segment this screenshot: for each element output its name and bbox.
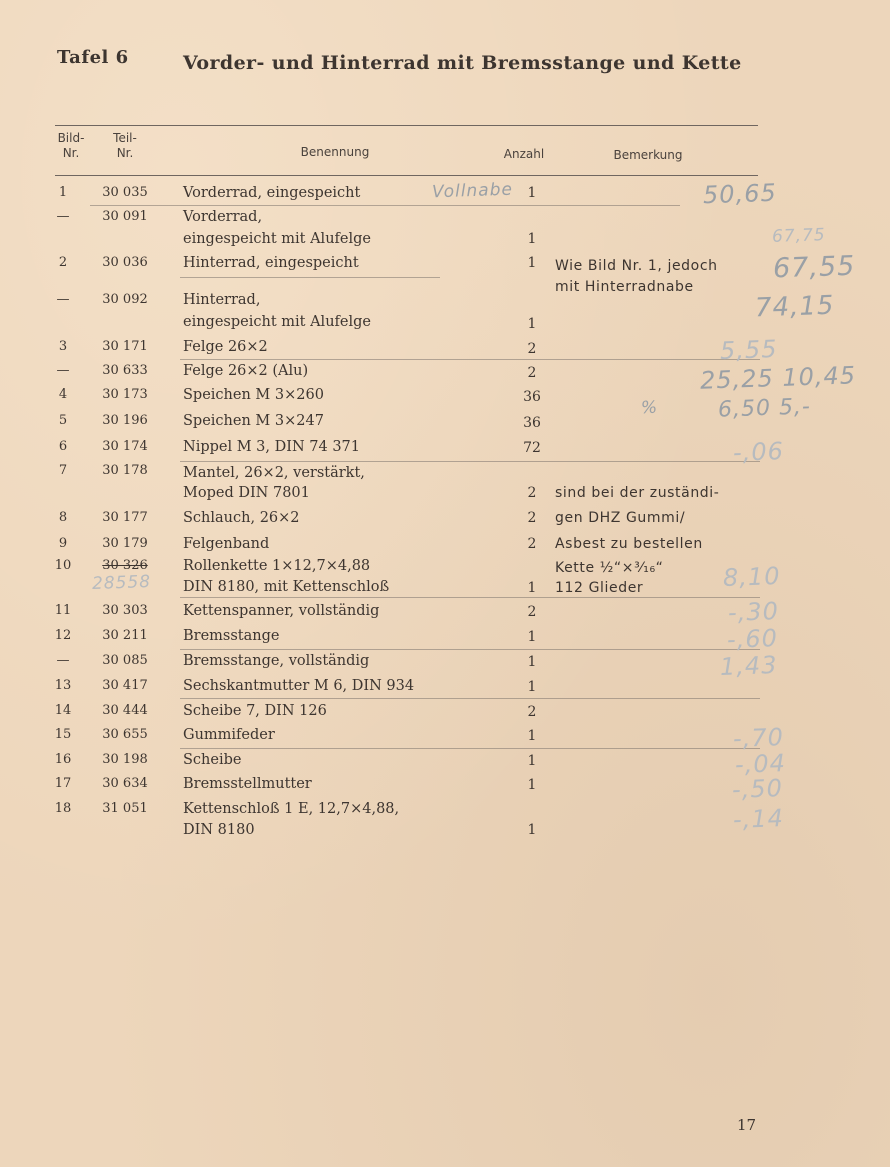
bemerkung: Asbest zu bestellen [555,536,703,552]
teil-nr: 30 634 [102,776,148,791]
page-title: Vorder- und Hinterrad mit Bremsstange und Kette [183,52,742,74]
anzahl: 1 [527,822,537,838]
benennung: Scheibe [183,752,242,768]
teil-nr: 30 196 [102,413,148,428]
header-rule-top [55,125,758,126]
handwritten-price: -,50 [731,774,784,804]
bemerkung-line2: mit Hinterradnabe [555,279,694,295]
bild-nr: — [56,363,70,378]
bild-nr: 15 [54,727,72,742]
benennung: Bremsstellmutter [183,776,312,792]
benennung: Rollenkette 1×12,7×4,88 [183,558,371,574]
anzahl: 1 [527,231,537,247]
benennung-line2: DIN 8180, mit Kettenschloß [183,579,390,595]
teil-nr: 30 174 [102,439,148,454]
row-separator [180,748,760,749]
teil-nr: 30 417 [102,678,148,693]
anzahl: 1 [527,753,537,769]
teil-nr: 30 211 [102,628,148,643]
benennung: Scheibe 7, DIN 126 [183,703,327,719]
column-header-teil: Teil- Nr. [113,131,137,160]
handwritten-price: 67,55 [772,250,856,285]
teil-nr: 30 326 [102,558,148,573]
anzahl: 1 [527,185,537,201]
handwritten-percent: % [640,397,659,419]
benennung: Sechskantmutter M 6, DIN 934 [183,678,415,694]
bild-nr: 18 [54,801,72,816]
benennung: Bremsstange, vollständig [183,653,370,669]
bild-nr: 4 [58,387,68,402]
benennung-line2: eingespeicht mit Alufelge [183,314,371,330]
teil-nr: 31 051 [102,801,148,816]
anzahl: 1 [527,777,537,793]
anzahl: 2 [527,510,537,526]
handwritten-price: -,14 [732,804,785,834]
benennung: Schlauch, 26×2 [183,510,300,526]
benennung: Nippel M 3, DIN 74 371 [183,439,361,455]
anzahl: 2 [527,704,537,720]
benennung: Speichen M 3×247 [183,413,324,429]
benennung: Kettenspanner, vollständig [183,603,380,619]
bild-nr: 9 [58,536,68,551]
bild-nr: 11 [54,603,72,618]
header-rule-bottom [55,175,758,176]
teil-nr: 30 092 [102,292,148,307]
teil-nr: 30 091 [102,209,148,224]
anzahl: 2 [527,485,537,501]
teil-nr: 30 036 [102,255,148,270]
bild-nr: 8 [58,510,68,525]
anzahl: 1 [527,580,537,596]
bild-nr: 14 [54,703,72,718]
bild-nr: 1 [58,185,68,200]
benennung: Kettenschloß 1 E, 12,7×4,88, [183,801,400,817]
handwritten-price: -,70 [732,723,785,753]
bild-nr: — [56,653,70,668]
teil-nr: 30 655 [102,727,148,742]
teil-nr: 30 177 [102,510,148,525]
benennung: Gummifeder [183,727,275,743]
handwritten-vollnabe: Vollnabe [431,179,514,203]
handwritten-price: 6,50 5,- [717,394,812,423]
handwritten-price: 1,43 [719,651,778,681]
handwritten-price: 8,10 [722,562,781,592]
bild-nr: 13 [54,678,72,693]
bild-nr: 10 [54,558,72,573]
benennung-line2: Moped DIN 7801 [183,485,310,501]
handwritten-price: -,06 [732,437,785,467]
handwritten-price: 50,65 [702,178,778,210]
teil-nr: 30 178 [102,463,148,478]
benennung: Bremsstange [183,628,280,644]
benennung: Speichen M 3×260 [183,387,324,403]
anzahl: 2 [527,365,537,381]
anzahl: 2 [527,536,537,552]
teil-nr: 30 633 [102,363,148,378]
bemerkung: Wie Bild Nr. 1, jedoch [555,258,718,274]
benennung: Vorderrad, eingespeicht [183,185,361,201]
handwritten-price: 5,55 [719,335,778,365]
row-separator [90,205,680,206]
bild-nr: 3 [58,339,68,354]
benennung: Hinterrad, eingespeicht [183,255,359,271]
handwritten-price: -,30 [727,597,780,627]
handwritten-price: 74,15 [754,290,835,324]
bild-nr: 6 [58,439,68,454]
row-separator [180,277,440,278]
anzahl: 1 [527,316,537,332]
bemerkung: gen DHZ Gummi/ [555,510,686,526]
anzahl: 36 [523,389,541,405]
handwritten-price: -,04 [734,749,787,779]
bild-nr: — [56,292,70,307]
row-separator [180,698,760,699]
benennung: Hinterrad, [183,292,261,308]
bemerkung: Kette ½“×³⁄₁₆“ [555,560,664,576]
anzahl: 1 [527,654,537,670]
bild-nr: 17 [54,776,72,791]
anzahl: 2 [527,604,537,620]
handwritten-price: 67,75 [771,225,827,247]
column-header-anzahl: Anzahl [503,147,545,161]
handwritten-price: 25,25 10,45 [699,361,857,395]
plate-label: Tafel 6 [57,47,129,68]
anzahl: 1 [527,629,537,645]
anzahl: 72 [523,440,541,456]
handwritten-part-number: 28558 [91,571,152,595]
page-number: 17 [737,1116,757,1134]
teil-nr: 30 171 [102,339,148,354]
anzahl: 2 [527,341,537,357]
column-header-bild: Bild- Nr. [57,131,85,160]
teil-nr: 30 179 [102,536,148,551]
benennung: Felge 26×2 [183,339,268,355]
bemerkung-line2: 112 Glieder [555,580,644,596]
bild-nr: 7 [58,463,68,478]
bild-nr: 2 [58,255,68,270]
bemerkung: sind bei der zuständi- [555,485,720,501]
anzahl: 1 [527,255,537,271]
teil-nr: 30 035 [102,185,148,200]
handwritten-price: -,60 [726,624,779,654]
benennung-line2: eingespeicht mit Alufelge [183,231,371,247]
anzahl: 36 [523,415,541,431]
bild-nr: 5 [58,413,68,428]
column-header-benennung: Benennung [300,145,370,159]
benennung: Felgenband [183,536,270,552]
benennung: Felge 26×2 (Alu) [183,363,309,379]
benennung-line2: DIN 8180 [183,822,255,838]
bild-nr: 12 [54,628,72,643]
teil-nr: 30 173 [102,387,148,402]
anzahl: 1 [527,679,537,695]
teil-nr: 30 198 [102,752,148,767]
teil-nr: 30 444 [102,703,148,718]
teil-nr: 30 085 [102,653,148,668]
anzahl: 1 [527,728,537,744]
teil-nr: 30 303 [102,603,148,618]
column-header-bemerkung: Bemerkung [613,148,683,162]
bild-nr: 16 [54,752,72,767]
benennung: Vorderrad, [183,209,263,225]
bild-nr: — [56,209,70,224]
benennung: Mantel, 26×2, verstärkt, [183,465,365,481]
